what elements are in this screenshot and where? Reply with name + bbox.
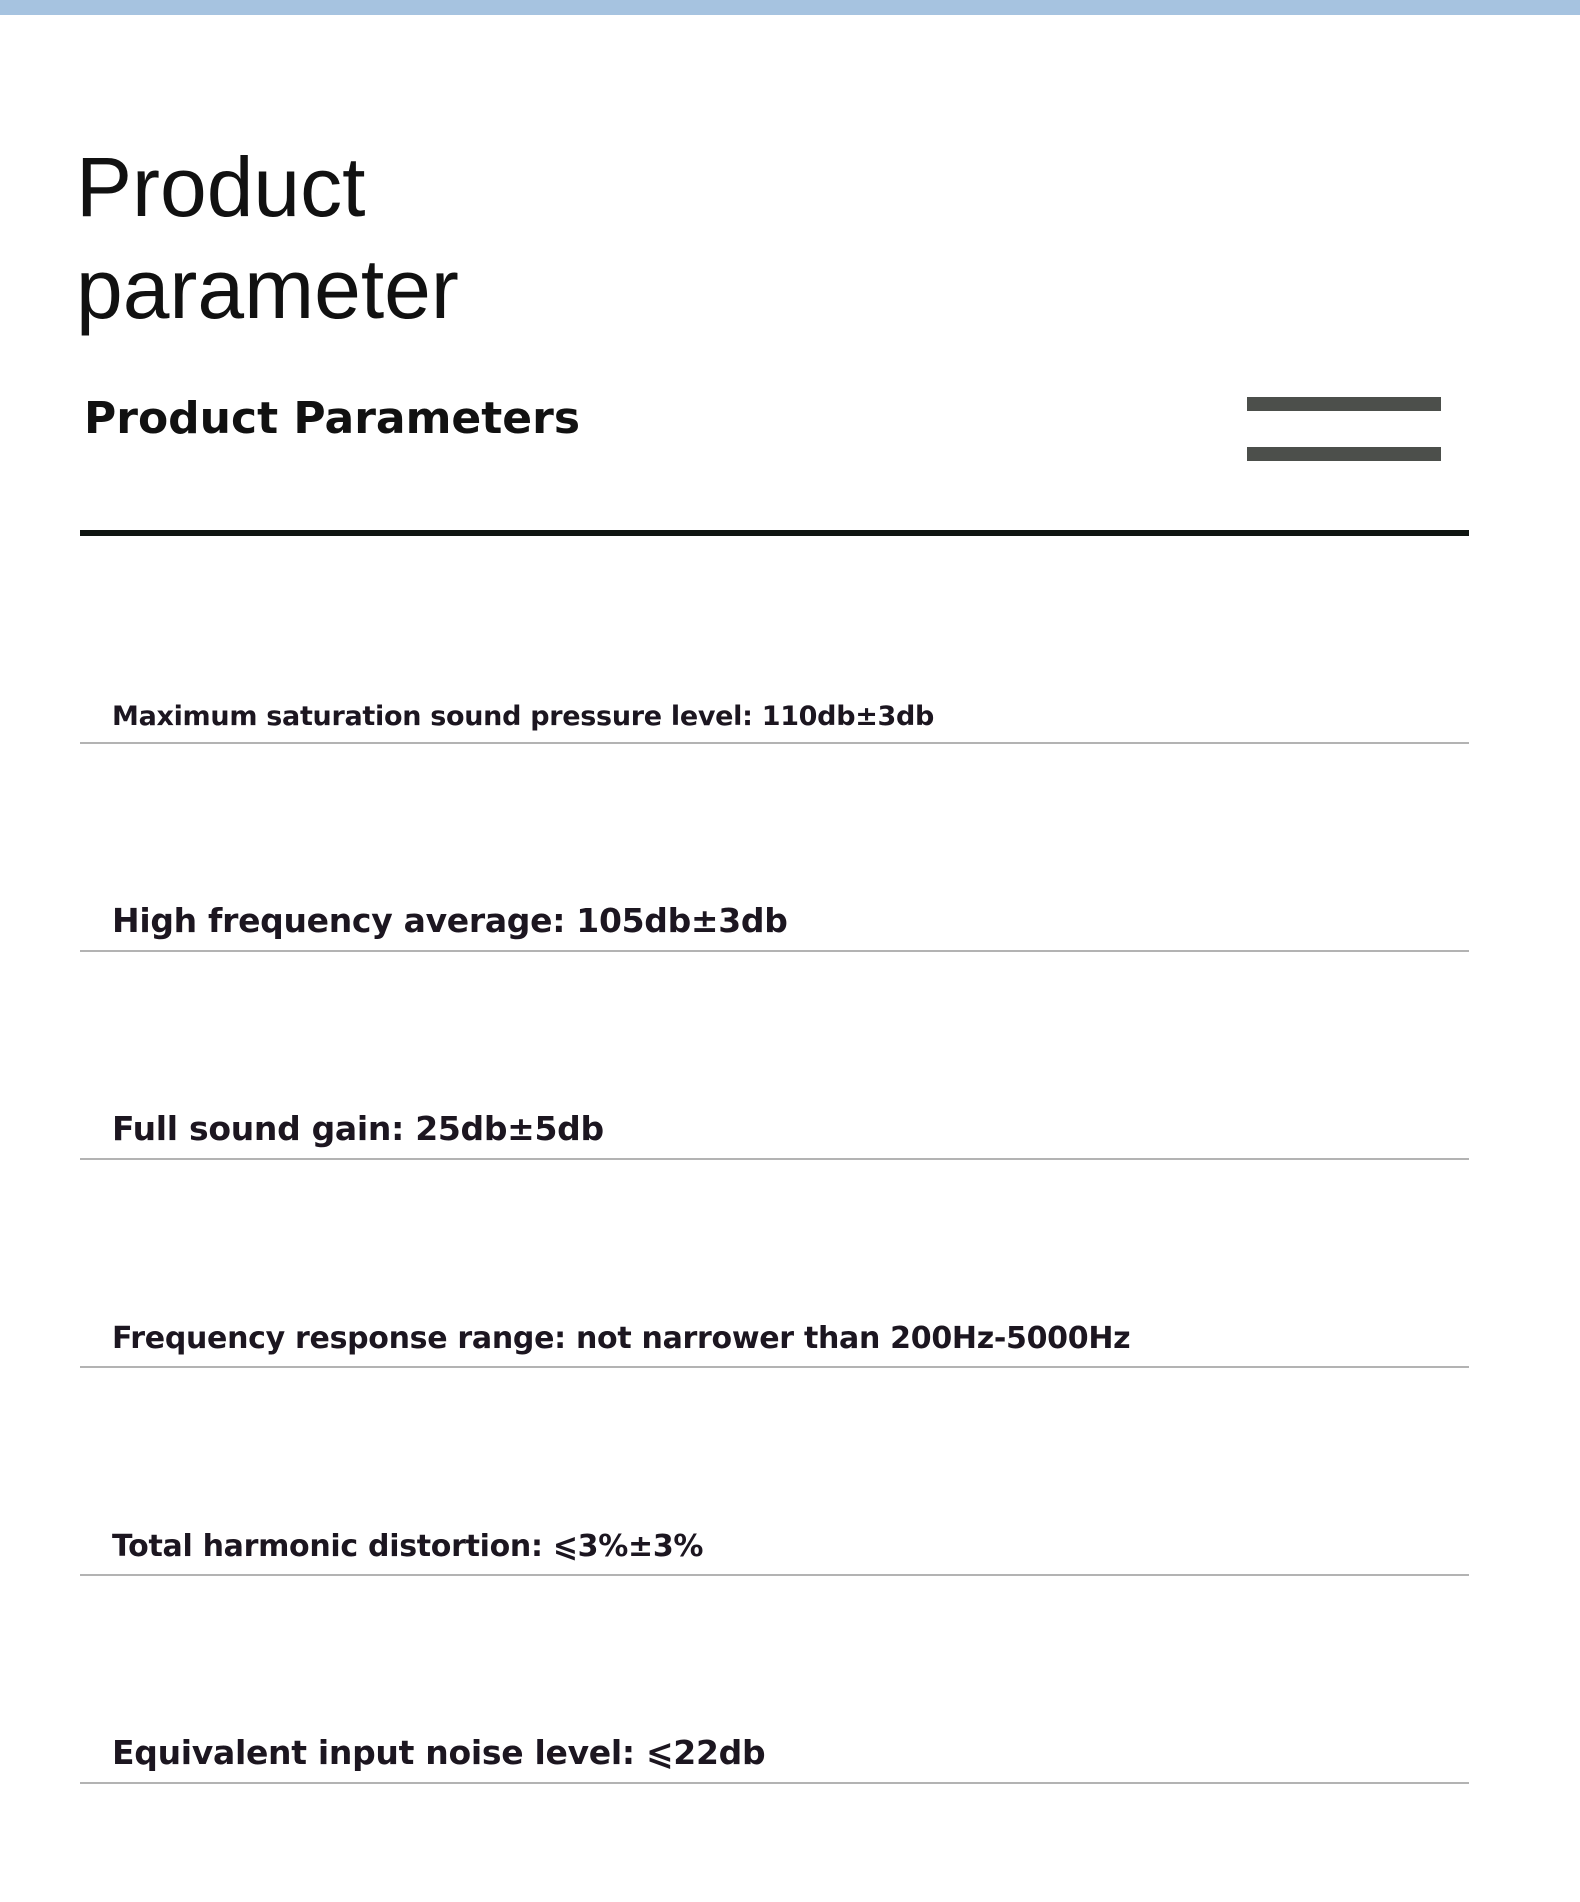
page-title-line2: parameter <box>76 242 459 336</box>
section-title: Product Parameters <box>84 393 581 444</box>
menu-lines-icon <box>1247 397 1441 464</box>
parameter-row <box>80 536 1469 744</box>
menu-line-bottom <box>1247 447 1441 461</box>
parameter-row <box>80 952 1469 1160</box>
parameter-list <box>80 536 1469 1784</box>
parameter-full-sound-gain: Full sound gain: 25db±5db <box>112 1109 604 1148</box>
menu-line-top <box>1247 397 1441 411</box>
parameter-equivalent-input-noise: Equivalent input noise level: ⩽22db <box>112 1733 766 1772</box>
parameter-frequency-response: Frequency response range: not narrower than 200Hz-5000Hz <box>112 1321 1131 1356</box>
page-title-line1: Product <box>76 140 366 234</box>
parameter-row <box>80 1576 1469 1784</box>
parameter-row <box>80 1368 1469 1576</box>
page-title <box>76 136 776 340</box>
parameter-total-harmonic-distortion: Total harmonic distortion: ⩽3%±3% <box>112 1529 704 1564</box>
parameter-row <box>80 744 1469 952</box>
top-accent-bar <box>0 0 1580 15</box>
parameter-max-spl: Maximum saturation sound pressure level: 110db±3db <box>112 701 935 732</box>
row-divider <box>80 1782 1469 1784</box>
parameter-row <box>80 1160 1469 1368</box>
parameter-high-frequency-average: High frequency average: 105db±3db <box>112 901 788 940</box>
